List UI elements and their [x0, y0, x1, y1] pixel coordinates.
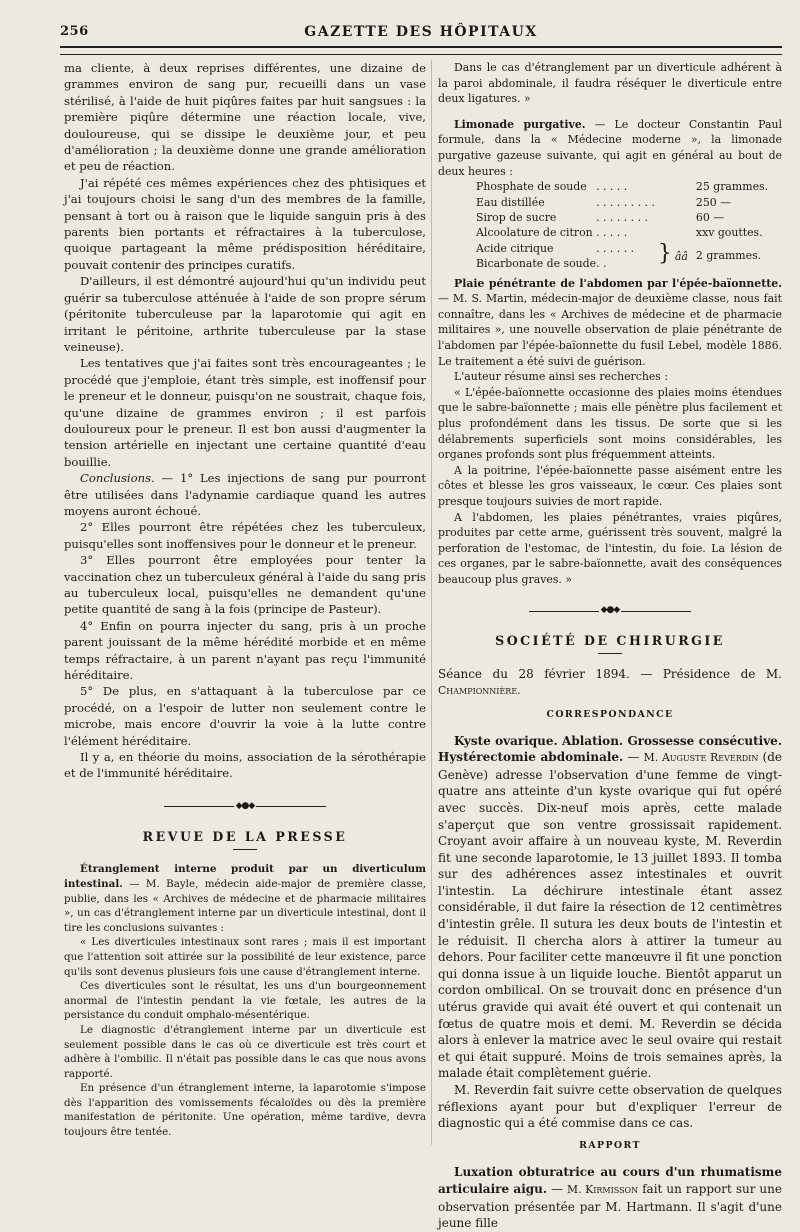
article-plaie	[438, 276, 782, 370]
recipe-row: Phosphate de soude . . . . . 25 grammes.	[476, 180, 769, 194]
paragraph: M. Reverdin fait suivre cette observation de quelques réflexions ayant pour but d'expliquer l'erreur de diagnostic qui a été commise dans ce cas.	[438, 1083, 782, 1131]
recipe-row: Acide citrique Bicarbonate de soude . . . . . . . . } ââ 2 grammes.	[476, 240, 762, 271]
paragraph: Le diagnostic d'étranglement interne par un diverticule est seulement possible dans le cas où ce diverticule est très court et adhère à l'ombilic. Il n'était pas possible dans le cas que nous avons rapporté.	[64, 1023, 426, 1080]
article-kyste: Kyste ovarique. Ablation. Grossesse consécutive. Hystérectomie abdominale. — M. Auguste Reverdin (de Genève) adresse l'observation d'une femme de vingt-quatre ans atteinte d'un kyste ovarique qui fut opéré avec succès. Dix-neuf mois après, cette malade s'aperçut que son ventre grossissait rapidement. Croyant avoir affaire à un nouveau kyste, M. Reverdin fit une seconde laparotomie, le 13 juillet 1893. Il tomba sur des adhérences assez intestinales et ouvrit l'intestin. La déchirure intestinale étant assez considérable, il dut faire la résection de 12 centimètres d'intestin grêle. Il sutura les deux bouts de l'intestin et le réduisit. Il chercha alors à attirer la tumeur au dehors. Pour faciliter cette manœuvre il fit une ponction qui donna issue à un liquide louche. Bientôt apparut un cordon ombilical. On se trouvait donc en présence d'un utérus gravide qui avait été ouvert et qui contenait un fœtus de quatre mois et demi. M. Reverdin se décida alors à enlever la matrice avec le seul ovaire qui restait et qui était suppuré. Moins de trois semaines après, la malade était complètement guérie.	[438, 733, 783, 1081]
section-title-revue: REVUE DE LA PRESSE	[142, 828, 348, 844]
article-title: Plaie pénétrante de l'abdomen par l'épée-baïonnette.	[454, 276, 782, 290]
ornament-divider: ◆●◆	[64, 798, 426, 815]
paragraph: Dans le cas d'étranglement par un diverticule adhérent à la paroi abdominale, il faudra réséquer le diverticule entre deux ligatures. »	[438, 61, 782, 106]
paragraph: J'ai répété ces mêmes expériences chez des phtisiques et j'ai toujours choisi le sang d'un des membres de la famille, pensant à tort ou à raison que le liquide sanguin pris à des parents bien portants et réfractaires à la tuberculose, quoique partageant la même prédisposition héréditaire, pouvait contenir des principes curatifs.	[64, 175, 426, 272]
short-rule	[598, 653, 622, 654]
conclusion-5: 5° De plus, en s'attaquant à la tuberculose par ce procédé, on a l'espoir de lutter non seulement contre le microbe, mais encore d'ouvrir la voie à la lutte contre l'élément héréditaire.	[64, 684, 426, 748]
conclusions-paragraph	[64, 470, 426, 519]
recipe-row: Sirop de sucre . . . . . . . . 60 —	[476, 210, 725, 224]
recipe-table	[476, 179, 768, 271]
column-divider	[431, 60, 432, 1145]
author-name: M. Auguste Reverdin	[643, 751, 759, 765]
article-text: — M. S. Martin, médecin-major de deuxième classe, nous fait connaître, dans les « Archives de médecine et de pharmacie militaires », une nouvelle observation de plaie pénétrante de l'abdomen par l'épée-baïonnette du fusil Lebel, modèle 1886. Le traitement a été suivi de guérison.	[438, 292, 782, 368]
recipe-row: Alcoolature de citron . . . . . xxv gouttes.	[476, 226, 763, 240]
paragraph: L'auteur résume ainsi ses recherches :	[454, 370, 669, 384]
article-title: Kyste ovarique. Ablation. Grossesse consécutive. Hystérectomie abdominale.	[438, 733, 782, 765]
conclusion-4: 4° Enfin on pourra injecter du sang, pris à un proche parent jouissant de la même hérédité morbide et en même temps réfractaire, à un parent n'ayant pas reçu l'immunité héréditaire.	[64, 618, 426, 683]
revue-section	[64, 862, 426, 1139]
paragraph: « Les diverticules intestinaux sont rares ; mais il est important que l'attention soit attirée sur la possibilité de leur existence, parce qu'ils sont devenus plusieurs fois une cause d'étranglement interne.	[64, 936, 426, 978]
seance-line: Séance du 28 février 1894. — Présidence de M. Championnière.	[438, 666, 782, 697]
paragraph: ma cliente, à deux reprises différentes, une dizaine de grammes environ de sang pur, recueilli dans un vase stérilisé, à l'aide de huit piqûres faites par huit sangsues : la première piqûre détermine une réaction locale, vive, douloureuse, qui se dissipe le deuxième jour, et peu d'amélioration ; la deuxième donne une grande amélioration et peu de réaction.	[64, 61, 426, 174]
ornament-divider: ◆●◆	[438, 603, 782, 619]
paragraph: « L'épée-baïonnette occasionne des plaies moins étendues que le sabre-baïonnette ; mais elle pénètre plus facilement et plus profondément dans les tissus. De sorte que si les délabrements superficiels sont moins considérables, les organes profonds sont plus fréquemment atteints.	[438, 385, 782, 462]
section-title-societe: SOCIÉTÉ DE CHIRURGIE	[495, 633, 725, 649]
conclusion-2: 2° Elles pourront être répétées chez les tuberculeux, puisqu'elles sont inoffensives pour le donneur et le preneur.	[64, 520, 426, 551]
article-title: Étranglement interne produit par un diverticulum intestinal.	[64, 863, 426, 890]
article-title: Luxation obturatrice au cours d'un rhumatisme articulaire aigu.	[438, 1165, 782, 1196]
paragraph: Ces diverticules sont le résultat, les uns d'un bourgeonnement anormal de l'intestin pendant la vie fœtale, les autres de la persistance du conduit omphalo-mésentérique.	[64, 980, 426, 1022]
article-luxation: Luxation obturatrice au cours d'un rhumatisme articulaire aigu. — M. Kirmisson fait un rapport sur une observation présentée par M. Hartmann. Il s'agit d'une jeune fille	[438, 1165, 782, 1231]
short-rule	[233, 849, 257, 850]
paragraph: A l'abdomen, les plaies pénétrantes, vraies piqûres, produites par cette arme, guérissent très souvent, malgré la perforation de l'estomac, de l'intestin, du foie. La lésion de ces organes, par le sabre-baïonnette, avait des conséquences beaucoup plus graves. »	[438, 510, 782, 586]
article-limonade	[438, 117, 782, 179]
conclusion-1: — 1° Les injections de sang pur pourront être utilisées dans l'adynamie cardiaque quand les autres moyens auront échoué.	[64, 471, 426, 518]
conclusions-label: Conclusions.	[80, 471, 155, 486]
page-header	[60, 18, 782, 48]
subsection-rapport: RAPPORT	[579, 1139, 641, 1151]
article-title: Limonade purgative.	[454, 117, 586, 131]
header-double-rule	[60, 46, 782, 55]
left-column	[64, 60, 426, 1140]
paragraph: A la poitrine, l'épée-baïonnette passe aisément entre les côtes et blesse les gros vaisseaux, le cœur. Ces plaies sont presque toujours suivies de mort rapide.	[438, 463, 782, 508]
brace-icon: }	[657, 240, 672, 266]
article-text: — Le docteur Constantin Paul formule, dans la « Médecine moderne », la limonade purgative gazeuse suivante, qui agit en général au bout de deux heures :	[438, 117, 782, 178]
article-etranglement	[64, 862, 426, 935]
subsection-correspondance: CORRESPONDANCE	[546, 708, 674, 720]
page-number: 256	[60, 24, 89, 39]
recipe-row: Eau distillée . . . . . . . . . 250 —	[476, 195, 732, 209]
paragraph: D'ailleurs, il est démontré aujourd'hui qu'un individu peut guérir sa tuberculose atténuée à l'aide de son propre sérum (péritonite tuberculeuse par la laparotomie qui agit en irritant le péritoine, arthrite tuberculeuse par la stase veineuse).	[64, 274, 426, 354]
author-name: M. Kirmisson	[567, 1182, 639, 1196]
conclusion-3: 3° Elles pourront être employées pour tenter la vaccination chez un tuberculeux général à l'aide du sang pris au tuberculeux local, puisqu'elles ne demandent qu'une petite quantité de sang à la fois (principe de Pasteur).	[64, 553, 426, 617]
conclusion-6: Il y a, en théorie du moins, association de la sérothérapie et de l'immunité héréditaire.	[64, 750, 426, 781]
chirurgie-section	[438, 733, 782, 1232]
right-column	[438, 60, 782, 1232]
paragraph: Les tentatives que j'ai faites sont très encourageantes ; le procédé que j'emploie, étant très simple, est inoffensif pour le preneur et le donneur, puisqu'on ne soustrait, chaque fois, qu'une dizaine de grammes environ ; il est parfois douloureux pour le preneur. Il est bon aussi d'augmenter la tension artérielle en injectant une certaine quantité d'eau bouillie.	[64, 356, 426, 469]
paragraph: En présence d'un étranglement interne, la laparotomie s'impose dès l'apparition des vomissements fécaloïdes ou dès la première manifestation de péritonite. Une opération, même tardive, devra toujours être tentée.	[64, 1082, 426, 1139]
article-text: — M. Bayle, médecin aide-major de première classe, publie, dans les « Archives de médecine et de pharmacie militaires », un cas d'étranglement interne par un diverticule intestinal, dont il tire les conclusions suivantes :	[64, 877, 426, 934]
journal-title: GAZETTE DES HÔPITAUX	[304, 24, 538, 40]
